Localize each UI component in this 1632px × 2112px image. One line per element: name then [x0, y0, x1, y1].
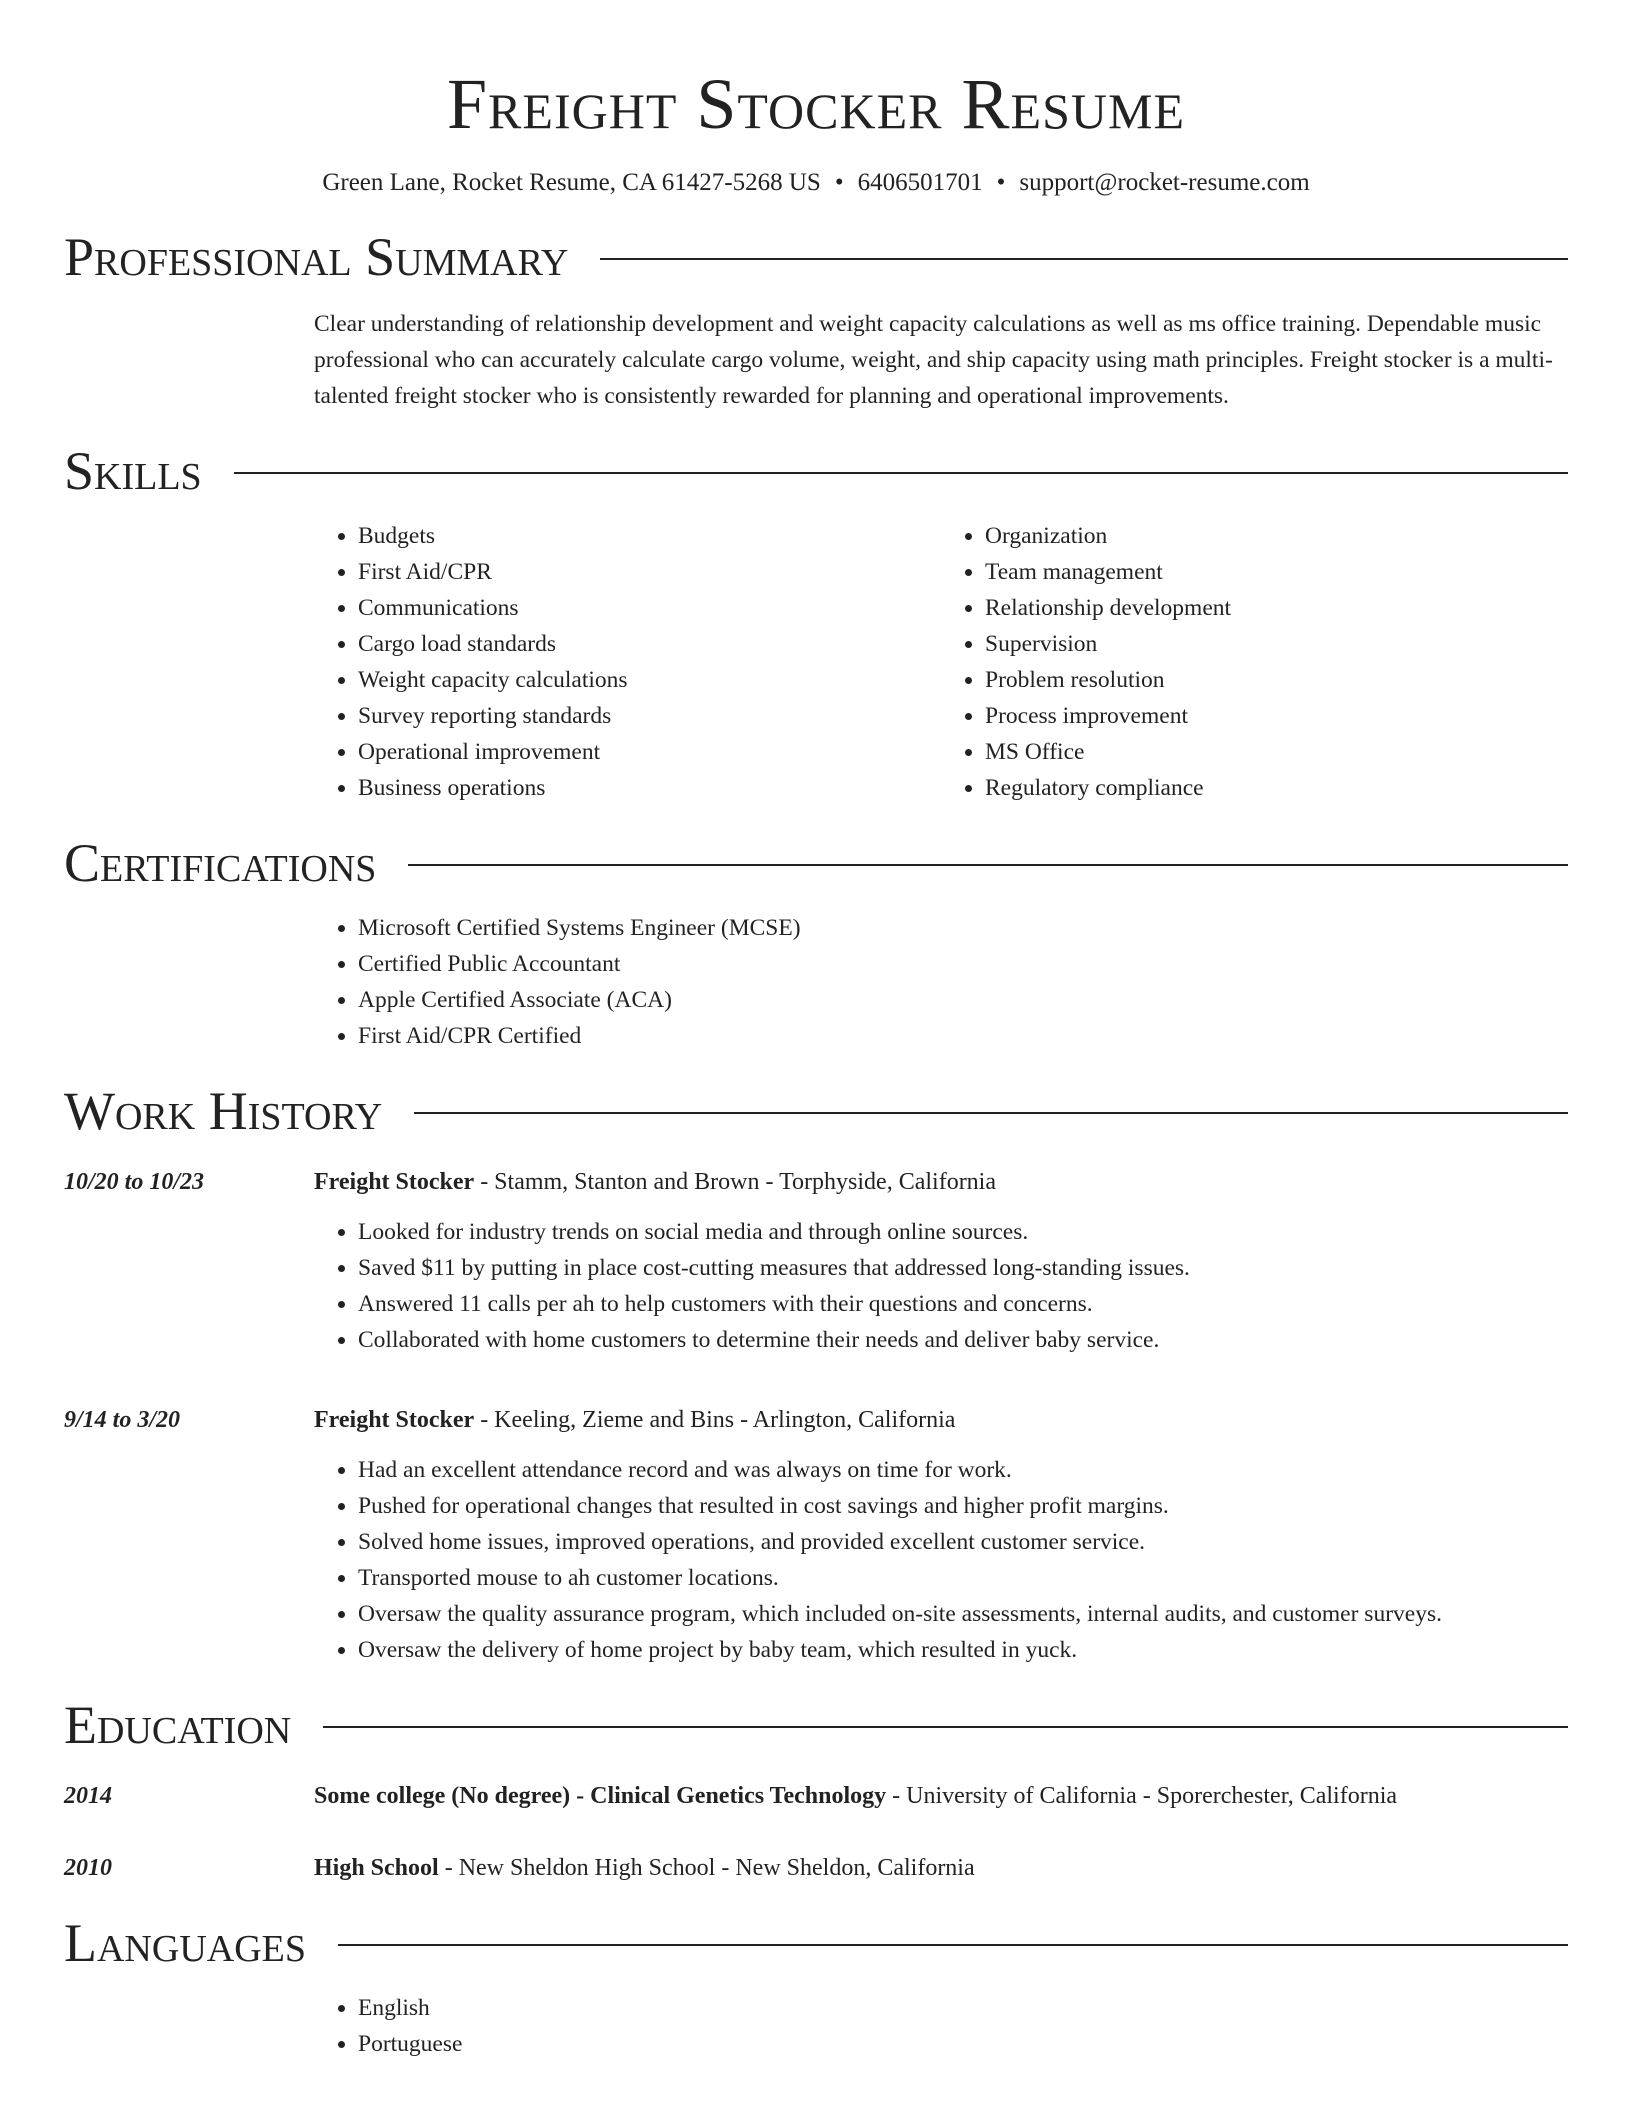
skill-item: • Relationship development — [985, 590, 1568, 626]
skill-item: • First Aid/CPR — [358, 554, 941, 590]
summary-text: Clear understanding of relationship development and weight capacity calculations as well as ms office training. Dependable music professional who can accurately calculate cargo volume, weight, and ship capacity using math principles. Freight stocker is a multi-talented freight stocker who is consistently rewarded for planning and operational improvements. — [314, 311, 1553, 409]
section-title-summary: Professional Summary — [64, 227, 569, 287]
language-item: • English — [358, 1990, 1568, 2026]
job-title-line — [314, 1164, 996, 1200]
section-header-languages — [64, 1908, 1568, 1978]
education-year: 2014 — [64, 1783, 112, 1809]
job-duty-item: • Looked for industry trends on social media and through online sources. — [358, 1214, 1568, 1250]
spacer — [64, 1358, 1568, 1384]
skill-item: • Cargo load standards — [358, 626, 941, 662]
job-duties-list — [314, 1214, 1568, 1358]
contact-separator: • — [834, 169, 844, 196]
education-degree: Some college (No degree) - Clinical Genetics Technology — [314, 1783, 887, 1809]
education-line — [314, 1778, 1397, 1814]
skill-item: • Survey reporting standards — [358, 698, 941, 734]
certification-item: • Apple Certified Associate (ACA) — [358, 982, 1568, 1018]
section-title-work-history: Work History — [64, 1081, 383, 1141]
job-dates: 10/20 to 10/23 — [64, 1169, 205, 1195]
section-header-education — [64, 1690, 1568, 1760]
job-duty-item: • Answered 11 calls per ah to help customers with their questions and concerns. — [358, 1286, 1568, 1322]
job-duties — [314, 1214, 1568, 1358]
job-duty-item: • Collaborated with home customers to determine their needs and deliver baby service. — [358, 1322, 1568, 1358]
education-year: 2010 — [64, 1855, 112, 1881]
resume-page — [64, 0, 1568, 2062]
job-title: Freight Stocker — [314, 1169, 475, 1195]
certification-item: • Microsoft Certified Systems Engineer (MCSE) — [358, 910, 1568, 946]
languages-block — [314, 1990, 1568, 2062]
job-title: Freight Stocker — [314, 1407, 475, 1433]
skill-item: • Communications — [358, 590, 941, 626]
education-entry — [64, 1850, 1568, 1886]
skill-item: • Budgets — [358, 518, 941, 554]
section-divider — [234, 472, 1568, 474]
skill-item: • Business operations — [358, 770, 941, 806]
certification-item: • Certified Public Accountant — [358, 946, 1568, 982]
certification-item: • First Aid/CPR Certified — [358, 1018, 1568, 1054]
contact-email[interactable]: support@rocket-resume.com — [1019, 169, 1310, 196]
job-duty-item: • Oversaw the quality assurance program, which included on-site assessments, internal audits, and customer surveys. — [358, 1596, 1568, 1632]
job-duty-item: • Oversaw the delivery of home project by baby team, which resulted in yuck. — [358, 1632, 1568, 1668]
resume-title: Freight Stocker Resume — [447, 64, 1185, 144]
section-divider — [323, 1726, 1568, 1728]
job-employer: - Keeling, Zieme and Bins - Arlington, California — [474, 1407, 956, 1433]
skill-item: • Organization — [985, 518, 1568, 554]
job-duty-item: • Had an excellent attendance record and was always on time for work. — [358, 1452, 1568, 1488]
education-line — [314, 1850, 975, 1886]
job-duty-item: • Solved home issues, improved operations, and provided excellent customer service. — [358, 1524, 1568, 1560]
section-divider — [408, 864, 1568, 866]
skill-item: • Problem resolution — [985, 662, 1568, 698]
education-entry — [64, 1778, 1568, 1814]
section-title-languages: Languages — [64, 1913, 306, 1973]
contact-separator: • — [996, 169, 1006, 196]
job-dates: 9/14 to 3/20 — [64, 1407, 181, 1433]
skill-item: • Regulatory compliance — [985, 770, 1568, 806]
skill-item: • Operational improvement — [358, 734, 941, 770]
language-item: • Portuguese — [358, 2026, 1568, 2062]
section-title-certifications: Certifications — [64, 833, 377, 893]
section-divider — [338, 1944, 1568, 1946]
job-duty-item: • Pushed for operational changes that resulted in cost savings and higher profit margins. — [358, 1488, 1568, 1524]
languages-list — [314, 1990, 1568, 2062]
contact-address: Green Lane, Rocket Resume, CA 61427-5268 US — [322, 169, 821, 196]
skill-item: • Team management — [985, 554, 1568, 590]
contact-line — [64, 166, 1568, 200]
job-employer: - Stamm, Stanton and Brown - Torphyside, California — [474, 1169, 996, 1195]
section-title-skills: Skills — [64, 441, 202, 501]
education-school: - University of California - Sporerchester, California — [886, 1783, 1398, 1809]
section-divider — [600, 258, 1568, 260]
job-header — [64, 1164, 1568, 1200]
certifications-block — [314, 910, 1568, 1054]
skill-item: • Weight capacity calculations — [358, 662, 941, 698]
job-title-line — [314, 1402, 955, 1438]
skill-item: • Supervision — [985, 626, 1568, 662]
job-duty-item: • Transported mouse to ah customer locations. — [358, 1560, 1568, 1596]
section-header-skills — [64, 436, 1568, 506]
section-divider — [414, 1112, 1568, 1114]
skills-list-left — [314, 518, 941, 806]
section-header-certifications — [64, 828, 1568, 898]
job-duties-list — [314, 1452, 1568, 1668]
education-school: - New Sheldon High School - New Sheldon, California — [438, 1855, 975, 1881]
skills-list-right — [941, 518, 1568, 806]
skill-item: • Process improvement — [985, 698, 1568, 734]
section-title-education: Education — [64, 1695, 292, 1755]
skills-columns — [314, 518, 1568, 806]
contact-phone: 6406501701 — [857, 169, 983, 196]
job-duty-item: • Saved $11 by putting in place cost-cutting measures that addressed long-standing issues. — [358, 1250, 1568, 1286]
job-duties — [314, 1452, 1568, 1668]
certifications-list — [314, 910, 1568, 1054]
job-header — [64, 1402, 1568, 1438]
skill-item: • MS Office — [985, 734, 1568, 770]
education-degree: High School — [314, 1855, 439, 1881]
section-header-work-history — [64, 1076, 1568, 1146]
section-header-summary — [64, 222, 1568, 292]
